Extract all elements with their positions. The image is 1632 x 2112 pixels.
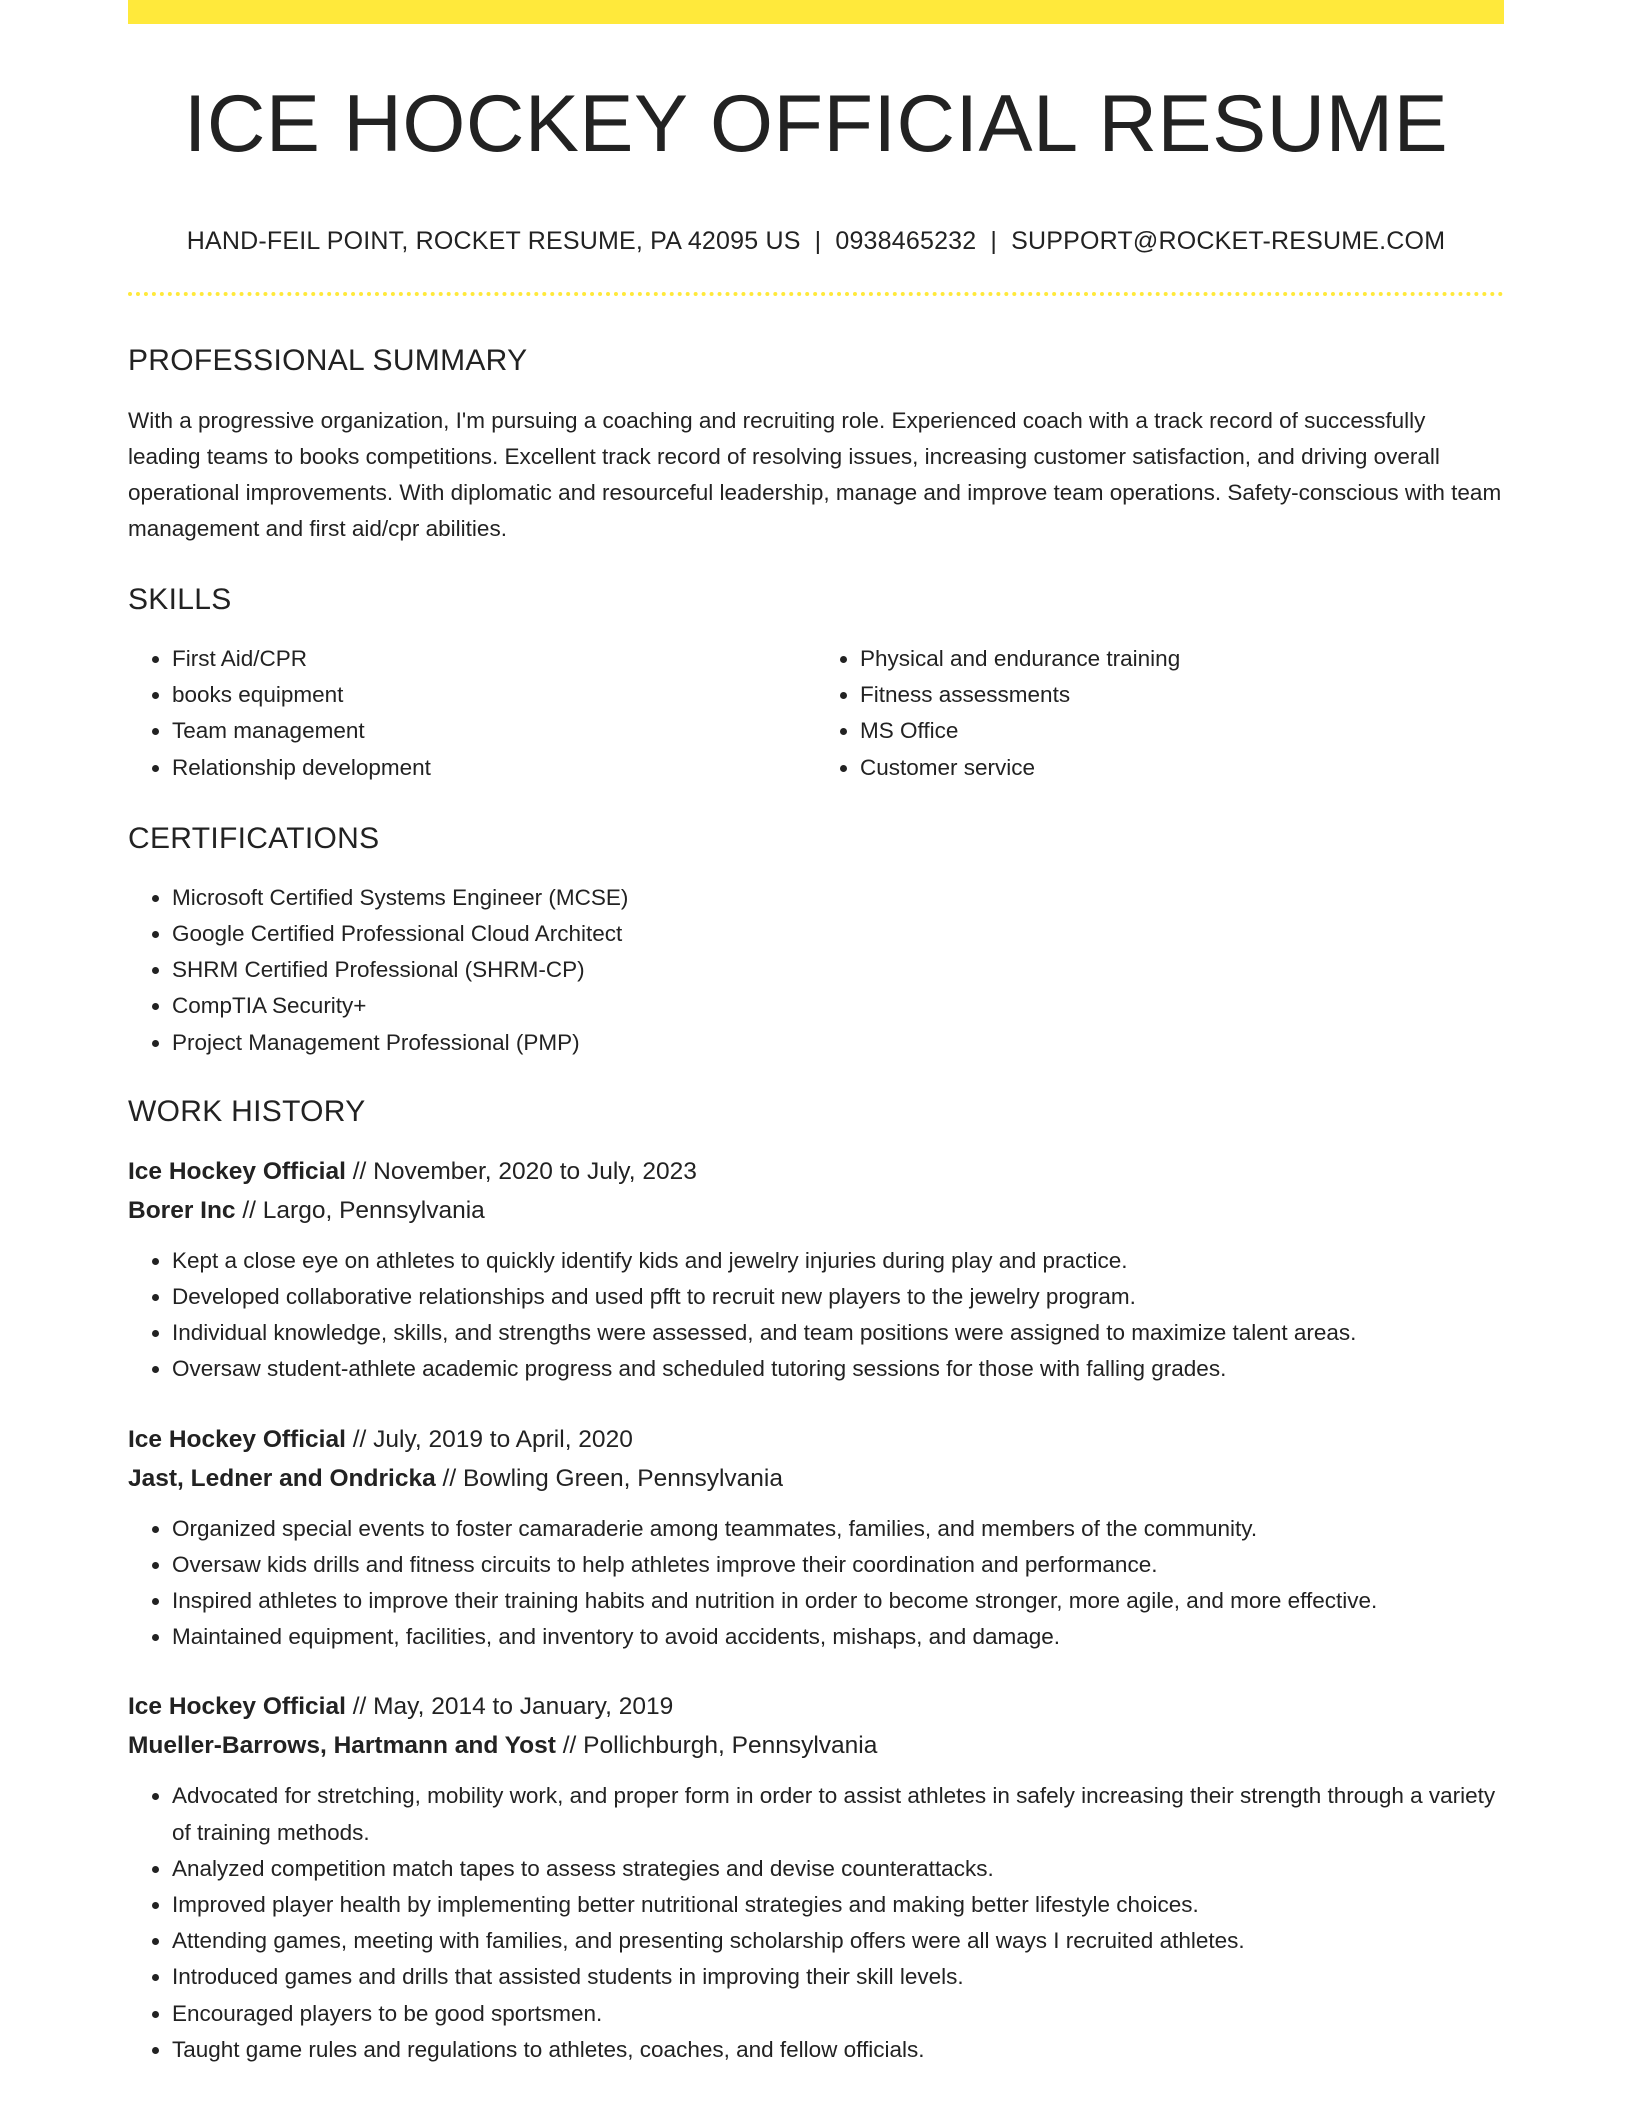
job-company: Mueller-Barrows, Hartmann and Yost <box>128 1732 556 1760</box>
certification-item: • Microsoft Certified Systems Engineer (MCSE) <box>172 880 1504 916</box>
work-history-heading: WORK HISTORY <box>128 1094 366 1128</box>
job-bullet: • Encouraged players to be good sportsmen. <box>172 1996 1504 2032</box>
summary-section <box>128 346 1504 547</box>
skill-item: • First Aid/CPR <box>172 641 816 677</box>
skill-item: • Relationship development <box>172 750 816 786</box>
job-company-line <box>128 1726 1504 1765</box>
job-company-line <box>128 1459 1504 1498</box>
job-bullet: • Improved player health by implementing better nutritional strategies and making better lifestyle choices. <box>172 1887 1504 1923</box>
job-bullet: • Organized special events to foster camaraderie among teammates, families, and members of the community. <box>172 1511 1504 1547</box>
summary-heading: PROFESSIONAL SUMMARY <box>128 344 528 377</box>
job-title-line <box>128 1687 1504 1726</box>
skills-list-left <box>128 641 816 786</box>
skills-heading: SKILLS <box>128 583 232 616</box>
skills-columns <box>128 641 1504 786</box>
job-bullet: • Introduced games and drills that assisted students in improving their skill levels. <box>172 1959 1504 1995</box>
job-bullet: • Developed collaborative relationships and used pfft to recruit new players to the jewelry program. <box>172 1279 1504 1315</box>
job-bullet: • Oversaw student-athlete academic progress and scheduled tutoring sessions for those with falling grades. <box>172 1351 1504 1387</box>
skill-item: • Physical and endurance training <box>860 641 1504 677</box>
skill-item: • Team management <box>172 713 816 749</box>
job-bullet: • Analyzed competition match tapes to assess strategies and devise counterattacks. <box>172 1851 1504 1887</box>
job-bullet: • Inspired athletes to improve their training habits and nutrition in order to become stronger, more agile, and more effective. <box>172 1583 1504 1619</box>
job-company-line <box>128 1191 1504 1230</box>
certifications-section <box>128 821 1504 1061</box>
summary-text: With a progressive organization, I'm pursuing a coaching and recruiting role. Experienced coach with a track record of successfully leading teams to books competitions. Excellent track record of resolving issues, increasing customer satisfaction, and driving overall operational improvements. With diplomatic and resourceful leadership, manage and improve team operations. Safety-conscious with team management and first aid/cpr abilities. <box>128 408 1502 541</box>
job-bullet: • Advocated for stretching, mobility work, and proper form in order to assist athletes in safely increasing their strength through a variety of training methods. <box>172 1778 1504 1850</box>
contact-email: SUPPORT@ROCKET-RESUME.COM <box>1011 227 1446 255</box>
job-bullet: • Individual knowledge, skills, and strengths were assessed, and team positions were assigned to maximize talent areas. <box>172 1315 1504 1351</box>
skills-list-right <box>816 641 1504 786</box>
skill-item: • Fitness assessments <box>860 677 1504 713</box>
job-company: Jast, Ledner and Ondricka <box>128 1464 436 1492</box>
certifications-heading: CERTIFICATIONS <box>128 821 380 855</box>
certifications-list <box>128 880 1504 1061</box>
job-title-line <box>128 1152 1504 1191</box>
job-bullet: • Maintained equipment, facilities, and inventory to avoid accidents, mishaps, and damage. <box>172 1619 1504 1655</box>
certification-item: • CompTIA Security+ <box>172 988 1504 1024</box>
skill-item: • Customer service <box>860 750 1504 786</box>
job-dates: // November, 2020 to July, 2023 <box>352 1157 697 1185</box>
job-bullet: • Taught game rules and regulations to athletes, coaches, and fellow officials. <box>172 2032 1504 2068</box>
job-location: // Largo, Pennsylvania <box>242 1196 485 1224</box>
job-title: Ice Hockey Official <box>128 1693 346 1721</box>
skills-section <box>128 585 1504 786</box>
contact-phone: 0938465232 <box>835 227 977 255</box>
job-title: Ice Hockey Official <box>128 1425 346 1453</box>
job-entry <box>128 1152 1504 1388</box>
certification-item: • Project Management Professional (PMP) <box>172 1025 1504 1061</box>
dotted-divider <box>128 292 1504 296</box>
skill-item: • MS Office <box>860 713 1504 749</box>
contact-address: HAND-FEIL POINT, ROCKET RESUME, PA 42095 US <box>186 227 801 255</box>
resume-title: ICE HOCKEY OFFICIAL RESUME <box>183 79 1449 169</box>
contact-line <box>128 229 1504 254</box>
job-dates: // May, 2014 to January, 2019 <box>352 1693 674 1721</box>
work-history-section <box>128 1094 1504 2068</box>
contact-separator: | <box>814 227 822 255</box>
job-entry <box>128 1420 1504 1656</box>
job-bullet: • Kept a close eye on athletes to quickly identify kids and jewelry injuries during play and practice. <box>172 1243 1504 1279</box>
job-bullet: • Attending games, meeting with families, and presenting scholarship offers were all ways I recruited athletes. <box>172 1923 1504 1959</box>
skill-item: • books equipment <box>172 677 816 713</box>
certification-item: • SHRM Certified Professional (SHRM-CP) <box>172 952 1504 988</box>
job-bullets <box>128 1511 1504 1656</box>
job-company: Borer Inc <box>128 1196 236 1224</box>
job-entry <box>128 1687 1504 2068</box>
resume-page <box>128 0 1504 2068</box>
job-location: // Pollichburgh, Pennsylvania <box>562 1732 878 1760</box>
job-location: // Bowling Green, Pennsylvania <box>442 1464 783 1492</box>
job-bullets <box>128 1243 1504 1388</box>
job-title-line <box>128 1420 1504 1459</box>
certification-item: • Google Certified Professional Cloud Architect <box>172 916 1504 952</box>
job-dates: // July, 2019 to April, 2020 <box>352 1425 633 1453</box>
accent-top-bar <box>128 0 1504 24</box>
contact-separator: | <box>990 227 998 255</box>
job-title: Ice Hockey Official <box>128 1157 346 1185</box>
job-bullet: • Oversaw kids drills and fitness circuits to help athletes improve their coordination and performance. <box>172 1547 1504 1583</box>
job-bullets <box>128 1778 1504 2068</box>
